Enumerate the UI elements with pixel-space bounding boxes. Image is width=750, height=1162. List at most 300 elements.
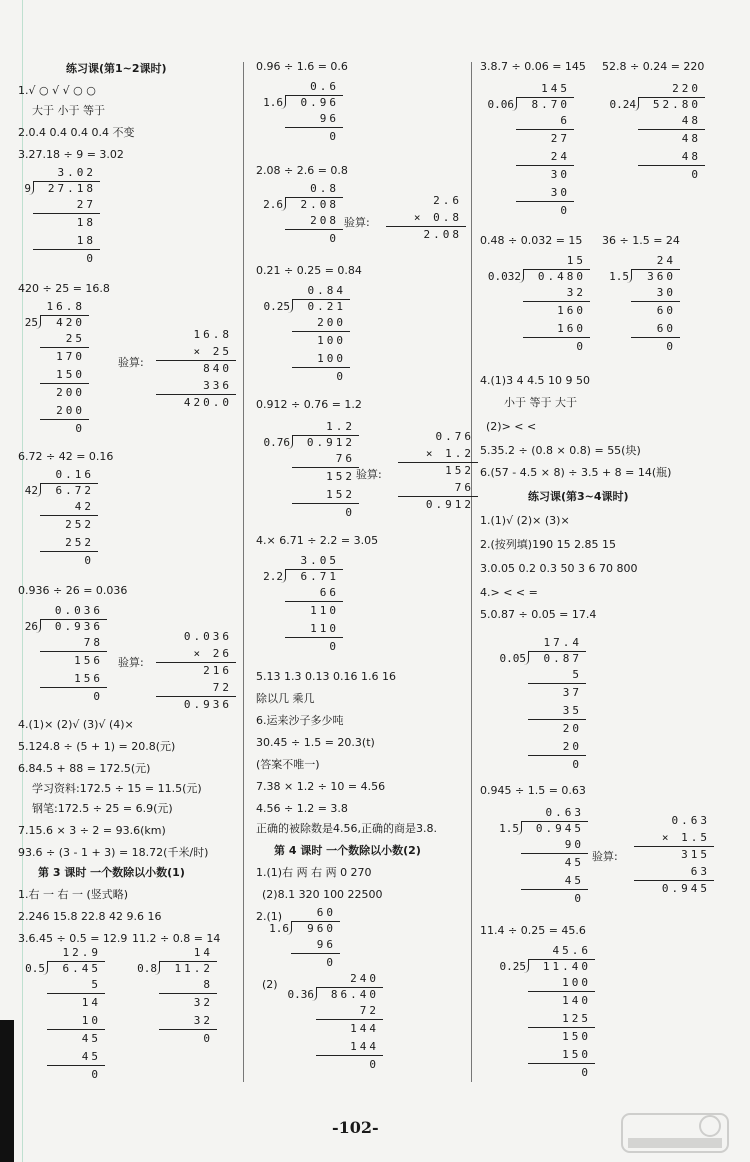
answer-line: 4.> < < = <box>480 586 538 599</box>
division-step: 150 <box>562 1030 591 1043</box>
dividend: 0.480 <box>537 270 586 283</box>
step-underline <box>40 687 107 688</box>
divisor: 0.36 <box>287 988 314 1001</box>
check-a: 0.76 <box>435 430 474 443</box>
division-step: 252 <box>65 536 94 549</box>
check-label: 验算: <box>344 216 370 229</box>
step-underline <box>40 383 89 384</box>
dividend: 6.72 <box>55 484 94 497</box>
division-step: 0 <box>329 640 339 653</box>
answer-line: 2.(1) <box>256 910 283 923</box>
section-title: 第 4 课时 一个数除以小数(2) <box>274 844 421 857</box>
division-bracket <box>524 651 529 665</box>
answer-line: 0.945 ÷ 1.5 = 0.63 <box>480 784 586 797</box>
quotient: 1.2 <box>326 420 355 433</box>
division-step: 5 <box>572 668 582 681</box>
divisor: 1.5 <box>609 270 629 283</box>
division-step: 45 <box>564 856 584 869</box>
answer-line: 4.(1)3 4 4.5 10 9 50 <box>480 374 591 387</box>
divisor: 2.6 <box>263 198 283 211</box>
division-step: 0 <box>203 1032 213 1045</box>
binding-line <box>22 0 23 1162</box>
answer-line: 52.8 ÷ 0.24 = 220 <box>602 60 705 73</box>
section-title: 练习课(第1~2课时) <box>66 62 167 75</box>
divisor: 0.24 <box>609 98 636 111</box>
division-step: 35 <box>562 704 582 717</box>
answer-line: 除以几 乘几 <box>256 692 315 705</box>
answer-line: 1.(1)右 两 右 两 0 270 <box>256 866 372 879</box>
answer-line: 6.(57 - 4.5 × 8) ÷ 3.5 + 8 = 14(瓶) <box>480 466 672 479</box>
check-res: 0.912 <box>425 498 474 511</box>
division-bracket <box>288 435 293 449</box>
division-step: 156 <box>74 654 103 667</box>
division-step: 14 <box>81 996 101 1009</box>
step-underline <box>285 637 343 638</box>
check-underline <box>156 696 236 697</box>
division-step: 96 <box>319 112 339 125</box>
quotient: 220 <box>672 82 701 95</box>
division-step: 27 <box>550 132 570 145</box>
divisor: 0.5 <box>25 962 45 975</box>
dividend: 6.71 <box>300 570 339 583</box>
division-bracket <box>524 959 529 973</box>
division-step: 150 <box>56 368 85 381</box>
division-step: 200 <box>317 316 346 329</box>
division-step: 156 <box>74 672 103 685</box>
division-step: 100 <box>562 976 591 989</box>
division-step: 0 <box>329 232 339 245</box>
step-underline <box>40 651 107 652</box>
quotient: 0.8 <box>310 182 339 195</box>
answer-line: 3.27.18 ÷ 9 = 3.02 <box>18 148 124 161</box>
division-step: 170 <box>56 350 85 363</box>
step-underline <box>291 953 340 954</box>
answer-line: 1.右 一 右 一 (竖式略) <box>18 888 129 901</box>
division-step: 140 <box>562 994 591 1007</box>
dividend: 8.70 <box>531 98 570 111</box>
step-underline <box>521 889 588 890</box>
answer-line: 4.× 6.71 ÷ 2.2 = 3.05 <box>256 534 379 547</box>
division-step: 27 <box>76 198 96 211</box>
check-p1: 216 <box>203 664 232 677</box>
division-step: 0 <box>336 370 346 383</box>
division-bracket <box>287 921 292 935</box>
dividend: 52.80 <box>652 98 701 111</box>
division-step: 42 <box>74 500 94 513</box>
division-step: 96 <box>316 938 336 951</box>
quotient: 0.63 <box>545 806 584 819</box>
step-underline <box>528 1027 595 1028</box>
divisor: 1.6 <box>263 96 283 109</box>
step-underline <box>638 129 705 130</box>
check-p2: 336 <box>203 379 232 392</box>
answer-line: (2)8.1 320 100 22500 <box>262 888 383 901</box>
check-p2: 76 <box>454 481 474 494</box>
watermark-logo <box>620 1112 730 1154</box>
dividend: 360 <box>647 270 676 283</box>
division-step: 25 <box>65 332 85 345</box>
answer-line: 6.72 ÷ 42 = 0.16 <box>18 450 114 463</box>
dividend: 11.2 <box>174 962 213 975</box>
dividend: 86.40 <box>330 988 379 1001</box>
division-step: 48 <box>681 114 701 127</box>
answer-line: 学习资料:172.5 ÷ 15 = 11.5(元) <box>32 782 202 795</box>
quotient: 17.4 <box>543 636 582 649</box>
step-underline <box>285 601 343 602</box>
answer-line: 钢笔:172.5 ÷ 25 = 6.9(元) <box>32 802 173 815</box>
division-step: 252 <box>65 518 94 531</box>
division-bracket <box>519 269 524 283</box>
division-step: 200 <box>56 386 85 399</box>
answer-line: 2.08 ÷ 2.6 = 0.8 <box>256 164 348 177</box>
step-underline <box>40 347 89 348</box>
check-underline <box>634 880 714 881</box>
answer-line: 0.912 ÷ 0.76 = 1.2 <box>256 398 362 411</box>
column-divider-2 <box>471 62 472 1082</box>
quotient: 0.6 <box>310 80 339 93</box>
check-b: × 26 <box>193 647 232 660</box>
step-underline <box>285 229 343 230</box>
step-underline <box>516 129 574 130</box>
answer-line: 0.48 ÷ 0.032 = 15 <box>480 234 583 247</box>
check-b: × 1.5 <box>661 831 710 844</box>
answer-line: 5.35.2 ÷ (0.8 × 0.8) = 55(块) <box>480 444 641 457</box>
division-step: 160 <box>557 322 586 335</box>
division-step: 0 <box>84 554 94 567</box>
division-step: 0 <box>581 1066 591 1079</box>
division-step: 100 <box>317 334 346 347</box>
division-step: 6 <box>560 114 570 127</box>
answer-line: 3.0.05 0.2 0.3 50 3 6 70 800 <box>480 562 638 575</box>
quotient: 3.02 <box>57 166 96 179</box>
check-res: 2.08 <box>423 228 462 241</box>
quotient: 45.6 <box>552 944 591 957</box>
division-step: 18 <box>76 234 96 247</box>
quotient: 12.9 <box>62 946 101 959</box>
division-step: 125 <box>562 1012 591 1025</box>
check-underline <box>386 226 466 227</box>
divisor: 0.06 <box>487 98 514 111</box>
division-step: 0 <box>86 252 96 265</box>
division-bracket <box>43 961 48 975</box>
check-p1: 152 <box>445 464 474 477</box>
division-step: 48 <box>681 132 701 145</box>
dividend: 0.945 <box>535 822 584 835</box>
column-divider-1 <box>243 62 244 1082</box>
division-step: 110 <box>310 622 339 635</box>
check-a: 0.036 <box>183 630 232 643</box>
quotient: 14 <box>193 946 213 959</box>
division-step: 45 <box>81 1050 101 1063</box>
check-a: 0.63 <box>671 814 710 827</box>
division-bracket <box>29 181 34 195</box>
step-underline <box>528 755 586 756</box>
division-step: 0 <box>91 1068 101 1081</box>
division-step: 66 <box>319 586 339 599</box>
answer-line: 2.246 15.8 22.8 42 9.6 16 <box>18 910 162 923</box>
division-step: 208 <box>310 214 339 227</box>
step-underline <box>292 467 359 468</box>
divisor: 0.25 <box>499 960 526 973</box>
section-title: 练习课(第3~4课时) <box>528 490 629 503</box>
division-step: 78 <box>83 636 103 649</box>
check-res: 420.0 <box>183 396 232 409</box>
check-a: 2.6 <box>433 194 462 207</box>
check-underline <box>156 394 236 395</box>
step-underline <box>523 337 590 338</box>
division-step: 5 <box>91 978 101 991</box>
division-step: 0 <box>369 1058 379 1071</box>
division-bracket <box>281 95 286 109</box>
division-bracket <box>512 97 517 111</box>
division-step: 0 <box>560 204 570 217</box>
division-step: 45 <box>81 1032 101 1045</box>
division-bracket <box>36 619 41 633</box>
check-p2: 72 <box>212 681 232 694</box>
step-underline <box>516 165 574 166</box>
check-underline <box>634 846 714 847</box>
step-underline <box>316 1055 383 1056</box>
answer-line: 2.0.4 0.4 0.4 0.4 不变 <box>18 126 135 139</box>
check-res: 0.936 <box>183 698 232 711</box>
step-underline <box>285 127 343 128</box>
answer-line: (2) <box>262 978 278 991</box>
division-step: 100 <box>317 352 346 365</box>
step-underline <box>47 1029 105 1030</box>
scan-edge <box>0 1020 14 1162</box>
division-step: 24 <box>550 150 570 163</box>
division-step: 76 <box>335 452 355 465</box>
division-step: 0 <box>329 130 339 143</box>
check-p2: 63 <box>690 865 710 878</box>
dividend: 0.936 <box>54 620 103 633</box>
division-step: 0 <box>666 340 676 353</box>
division-bracket <box>281 197 286 211</box>
division-step: 30 <box>550 186 570 199</box>
division-step: 30 <box>656 286 676 299</box>
check-b: × 1.2 <box>425 447 474 460</box>
step-underline <box>638 165 705 166</box>
division-step: 20 <box>562 722 582 735</box>
quotient: 15 <box>566 254 586 267</box>
division-step: 72 <box>359 1004 379 1017</box>
check-underline <box>156 662 236 663</box>
check-p1: 840 <box>203 362 232 375</box>
check-b: × 25 <box>193 345 232 358</box>
step-underline <box>523 301 590 302</box>
division-step: 32 <box>193 1014 213 1027</box>
division-bracket <box>36 483 41 497</box>
section-title: 第 3 课时 一个数除以小数(1) <box>38 866 185 879</box>
division-bracket <box>627 269 632 283</box>
division-bracket <box>281 569 286 583</box>
division-step: 37 <box>562 686 582 699</box>
division-step: 160 <box>557 304 586 317</box>
division-step: 0 <box>326 956 336 969</box>
division-bracket <box>634 97 639 111</box>
dividend: 6.45 <box>62 962 101 975</box>
division-step: 30 <box>550 168 570 181</box>
check-underline <box>398 496 478 497</box>
division-step: 48 <box>681 150 701 163</box>
check-underline <box>156 360 236 361</box>
divisor: 0.8 <box>137 962 157 975</box>
answer-line: 0.21 ÷ 0.25 = 0.84 <box>256 264 362 277</box>
quotient: 240 <box>350 972 379 985</box>
divisor: 26 <box>24 620 38 633</box>
division-bracket <box>288 299 293 313</box>
division-bracket <box>36 315 41 329</box>
step-underline <box>33 249 100 250</box>
check-p1: 315 <box>681 848 710 861</box>
step-underline <box>159 1029 217 1030</box>
division-step: 144 <box>350 1022 379 1035</box>
dividend: 0.96 <box>300 96 339 109</box>
answer-line: 4.(1)× (2)√ (3)√ (4)× <box>18 718 134 731</box>
division-step: 200 <box>56 404 85 417</box>
answer-line: (2)> < < <box>486 420 537 433</box>
step-underline <box>292 503 359 504</box>
answer-line: 3.6.45 ÷ 0.5 = 12.9 <box>18 932 128 945</box>
step-underline <box>47 1065 105 1066</box>
division-step: 0 <box>93 690 103 703</box>
dividend: 0.912 <box>306 436 355 449</box>
division-bracket <box>312 987 317 1001</box>
answer-line: 7.15.6 × 3 ÷ 2 = 93.6(km) <box>18 824 166 837</box>
quotient: 24 <box>656 254 676 267</box>
division-step: 0 <box>576 340 586 353</box>
dividend: 0.21 <box>307 300 346 313</box>
division-step: 0 <box>691 168 701 181</box>
division-bracket <box>155 961 160 975</box>
step-underline <box>521 853 588 854</box>
division-step: 10 <box>81 1014 101 1027</box>
divisor: 0.05 <box>499 652 526 665</box>
check-b: × 0.8 <box>413 211 462 224</box>
division-step: 0 <box>574 892 584 905</box>
answer-line: 1.√ ○ √ √ ○ ○ <box>18 84 96 97</box>
answer-line: 11.4 ÷ 0.25 = 45.6 <box>480 924 586 937</box>
answer-line: 30.45 ÷ 1.5 = 20.3(t) <box>256 736 375 749</box>
answer-line: 正确的被除数是4.56,正确的商是3.8. <box>256 822 437 835</box>
division-bracket <box>517 821 522 835</box>
division-step: 8 <box>203 978 213 991</box>
step-underline <box>40 551 98 552</box>
step-underline <box>631 337 680 338</box>
step-underline <box>528 683 586 684</box>
answer-line: 6.84.5 + 88 = 172.5(元) <box>18 762 151 775</box>
check-a: 16.8 <box>193 328 232 341</box>
step-underline <box>292 367 350 368</box>
dividend: 420 <box>56 316 85 329</box>
step-underline <box>316 1019 383 1020</box>
division-step: 150 <box>562 1048 591 1061</box>
answer-line: 11.2 ÷ 0.8 = 14 <box>132 932 221 945</box>
division-step: 60 <box>656 322 676 335</box>
divisor: 1.6 <box>269 922 289 935</box>
quotient: 0.16 <box>55 468 94 481</box>
step-underline <box>40 419 89 420</box>
divisor: 0.032 <box>487 270 521 283</box>
division-step: 18 <box>76 216 96 229</box>
dividend: 0.87 <box>543 652 582 665</box>
page-number: -102- <box>332 1118 379 1137</box>
step-underline <box>516 201 574 202</box>
step-underline <box>292 331 350 332</box>
check-label: 验算: <box>118 656 144 669</box>
answer-line: 5.13 1.3 0.13 0.16 1.6 16 <box>256 670 396 683</box>
divisor: 0.76 <box>263 436 290 449</box>
check-label: 验算: <box>592 850 618 863</box>
division-step: 0 <box>345 506 355 519</box>
division-step: 0 <box>75 422 85 435</box>
check-label: 验算: <box>118 356 144 369</box>
division-step: 60 <box>656 304 676 317</box>
answer-line: 0.936 ÷ 26 = 0.036 <box>18 584 128 597</box>
answer-line: 7.38 × 1.2 ÷ 10 = 4.56 <box>256 780 386 793</box>
division-step: 0 <box>572 758 582 771</box>
step-underline <box>528 991 595 992</box>
divisor: 42 <box>24 484 38 497</box>
divisor: 25 <box>24 316 38 329</box>
dividend: 27.18 <box>47 182 96 195</box>
quotient: 16.8 <box>46 300 85 313</box>
answer-line: 5.0.87 ÷ 0.05 = 17.4 <box>480 608 597 621</box>
answer-line: 小于 等于 大于 <box>504 396 577 409</box>
division-step: 152 <box>326 470 355 483</box>
division-step: 20 <box>562 740 582 753</box>
division-step: 110 <box>310 604 339 617</box>
check-underline <box>398 462 478 463</box>
answer-line: (答案不唯一) <box>256 758 320 771</box>
step-underline <box>47 993 105 994</box>
answer-line: 36 ÷ 1.5 = 24 <box>602 234 680 247</box>
quotient: 0.84 <box>307 284 346 297</box>
step-underline <box>33 213 100 214</box>
answer-line: 420 ÷ 25 = 16.8 <box>18 282 110 295</box>
divisor: 0.25 <box>263 300 290 313</box>
dividend: 2.08 <box>300 198 339 211</box>
divisor: 1.5 <box>499 822 519 835</box>
dividend: 960 <box>307 922 336 935</box>
quotient: 0.036 <box>54 604 103 617</box>
check-res: 0.945 <box>661 882 710 895</box>
division-step: 152 <box>326 488 355 501</box>
division-step: 32 <box>566 286 586 299</box>
check-label: 验算: <box>356 468 382 481</box>
quotient: 60 <box>316 906 336 919</box>
answer-line: 1.(1)√ (2)× (3)× <box>480 514 570 527</box>
answer-line: 93.6 ÷ (3 - 1 + 3) = 18.72(千米/时) <box>18 846 209 859</box>
step-underline <box>40 515 98 516</box>
answer-line: 5.124.8 ÷ (5 + 1) = 20.8(元) <box>18 740 176 753</box>
quotient: 3.05 <box>300 554 339 567</box>
quotient: 145 <box>541 82 570 95</box>
answer-line: 2.(按列填)190 15 2.85 15 <box>480 538 617 551</box>
step-underline <box>159 993 217 994</box>
division-step: 144 <box>350 1040 379 1053</box>
answer-line: 4.56 ÷ 1.2 = 3.8 <box>256 802 348 815</box>
divisor: 2.2 <box>263 570 283 583</box>
answer-line: 3.8.7 ÷ 0.06 = 145 <box>480 60 586 73</box>
division-step: 45 <box>564 874 584 887</box>
division-step: 90 <box>564 838 584 851</box>
step-underline <box>631 301 680 302</box>
answer-line: 6.运来沙子多少吨 <box>256 714 344 727</box>
answer-line: 大于 小于 等于 <box>32 104 105 117</box>
division-step: 32 <box>193 996 213 1009</box>
divisor: 9 <box>24 182 31 195</box>
